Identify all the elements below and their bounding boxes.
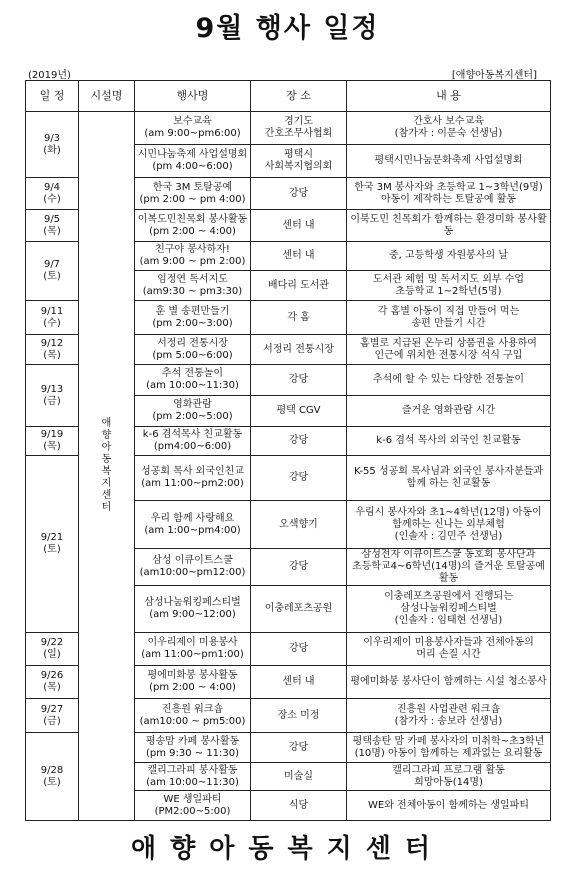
facility-char: 동	[101, 454, 112, 465]
content-cell	[347, 666, 551, 699]
date-cell-line: (목)	[43, 349, 61, 361]
content-cell	[347, 396, 551, 427]
place-cell-line: 평택 CGV	[276, 405, 321, 416]
content-cell-line: (인솔자 : 임태현 선생님)	[394, 615, 503, 626]
content-cell-line: 초등학교 1~2학년(5명)	[395, 285, 502, 297]
date-cell	[26, 699, 79, 733]
place-cell-line: 식당	[288, 799, 309, 811]
footer-organization: 애향아동복지센터	[131, 834, 444, 864]
event-cell-line: 평송맘 카페 봉사활동	[145, 735, 240, 747]
event-cell-line: 진흥원 워크숍	[161, 703, 224, 715]
date-cell-line: 9/7	[43, 259, 61, 270]
date-cell-line: 9/21	[40, 532, 64, 543]
facility-char: 애	[101, 418, 112, 429]
date-cell-line: (목)	[43, 225, 61, 237]
event-cell-line: 훈 별 송편만들기	[155, 305, 230, 317]
year-label: (2019년)	[28, 70, 71, 81]
date-cell	[26, 112, 79, 178]
date-cell-line: (수)	[43, 193, 61, 205]
date-cell-line: 9/3	[43, 132, 61, 144]
date-cell-line: 9/13	[40, 383, 64, 395]
date-cell	[26, 335, 79, 365]
place-cell	[251, 210, 347, 242]
event-cell-line: 추석 전통놀이	[161, 368, 224, 379]
place-cell-line: 이충레포츠공원	[264, 603, 333, 614]
date-cell-line: (금)	[43, 395, 61, 407]
event-cell	[135, 145, 251, 178]
event-cell-line: (am 9:00 ~ pm 2:00)	[139, 256, 246, 267]
facility-char: 향	[101, 430, 112, 441]
event-cell-line: 우리 함께 사랑해요	[150, 512, 235, 524]
place-cell	[251, 396, 347, 427]
event-cell	[135, 733, 251, 763]
content-cell	[347, 549, 551, 586]
event-cell-line: (pm 2:00 ~ pm 4:00)	[139, 193, 246, 205]
content-cell-line: 인근에 위치한 전통시장 석식 구입	[374, 349, 523, 361]
event-cell	[135, 210, 251, 242]
event-cell	[135, 633, 251, 666]
date-cell	[26, 666, 79, 699]
place-cell-line: 평택시	[284, 149, 313, 160]
content-cell	[347, 733, 551, 763]
content-cell-line: 삼성나눔워킹페스티벌	[400, 603, 497, 614]
place-cell-line: 센터 내	[282, 676, 315, 687]
event-cell-line: (am9:30 ~ pm3:30)	[142, 285, 243, 297]
place-cell	[251, 733, 347, 763]
event-cell-line: 캘리그라피 봉사활동	[147, 764, 238, 776]
header-content: 내 용	[347, 81, 551, 112]
place-cell	[251, 501, 347, 549]
event-cell-line: 이우리제이 미용봉사	[147, 637, 238, 648]
place-cell	[251, 145, 347, 178]
event-cell-line: 친구야 봉사하자!	[155, 244, 230, 255]
place-cell	[251, 271, 347, 301]
event-cell	[135, 301, 251, 335]
event-cell-line: 보수교육	[173, 116, 212, 127]
date-cell-line: 9/12	[40, 337, 64, 349]
header-date: 일 정	[26, 81, 79, 112]
date-cell-line: 9/22	[40, 637, 64, 648]
event-cell-line: WE 생일파티	[163, 793, 222, 805]
schedule-body	[26, 112, 551, 821]
facility-char: 센	[101, 490, 112, 501]
event-cell-line: (am 1:00~pm4:00)	[144, 524, 241, 536]
content-cell	[347, 501, 551, 549]
schedule-table	[25, 80, 551, 821]
content-cell	[347, 427, 551, 456]
facility-cell	[79, 112, 135, 821]
content-cell	[347, 178, 551, 210]
event-cell	[135, 365, 251, 396]
table-header-row	[26, 81, 551, 112]
date-cell-line: 9/27	[40, 703, 64, 715]
event-cell-line: 성공회 목사 외국인친교	[141, 466, 244, 477]
event-cell-line: 삼성 이큐이트스쿨	[152, 555, 233, 566]
content-cell-line: 송편 만들기 시간	[411, 317, 486, 329]
content-cell-line: (10명) 아동이 함께하는 제과없는 요리활동	[354, 747, 543, 759]
date-cell	[26, 365, 79, 427]
event-cell-line: (am 11:00~pm1:00)	[141, 649, 244, 660]
place-cell	[251, 335, 347, 365]
place-cell-line: 강당	[288, 374, 309, 385]
content-cell	[347, 633, 551, 666]
content-cell-line: 추석에 할 수 있는 다양한 전통놀이	[372, 374, 525, 385]
event-cell	[135, 666, 251, 699]
place-cell	[251, 791, 347, 821]
date-cell-line: 9/4	[43, 181, 61, 193]
date-cell-line: (목)	[43, 441, 61, 452]
place-cell-line: 각 홈	[287, 311, 310, 323]
place-cell-line: 미술실	[284, 770, 313, 782]
event-cell	[135, 763, 251, 791]
date-cell	[26, 301, 79, 335]
event-cell-line: (am10:00~pm12:00)	[139, 567, 246, 578]
event-cell-line: (pm 2:00 ~ 4:00)	[149, 682, 236, 693]
event-cell-line: (pm4:00~6:00)	[153, 441, 232, 452]
event-cell	[135, 586, 251, 633]
event-cell-line: (am 11:00~pm2:00)	[141, 478, 244, 489]
event-cell-line: (am 9:00~12:00)	[149, 609, 236, 620]
content-cell-line: 간호사 보수교육	[413, 116, 484, 127]
event-cell	[135, 178, 251, 210]
place-cell	[251, 763, 347, 791]
content-cell-line: 진흥원 사업관련 워크숍	[397, 703, 500, 715]
event-cell	[135, 242, 251, 271]
place-cell-line: 강당	[288, 435, 309, 446]
event-cell-line: (pm 2:00~3:00)	[152, 317, 233, 329]
organization-label: [애향아동복지센터]	[451, 70, 537, 81]
content-cell-line: 각 홈별 아동이 직접 만들어 먹는	[377, 305, 520, 317]
date-cell-line: (토)	[43, 271, 61, 282]
content-cell-line: 아동이 제작하는 토탈공예 활동	[380, 193, 517, 205]
content-cell-line: 평택송탄 맘 카페 봉사자의 미취학~초3학년	[352, 735, 545, 747]
event-cell-line: 서정리 전통시장	[157, 337, 228, 349]
event-cell-line: (pm 5:00~6:00)	[152, 349, 233, 361]
event-cell	[135, 501, 251, 549]
event-cell	[135, 699, 251, 733]
content-cell-line: 중, 고등학생 자원봉사의 날	[389, 250, 508, 261]
content-cell-line: K-55 성공회 목사님과 외국인 봉사자분들과	[353, 466, 544, 477]
date-cell-line: (일)	[43, 649, 61, 660]
content-cell-line: 머리 손질 시간	[416, 649, 481, 660]
content-cell-line: 함께하는 신나는 외부체험	[392, 518, 505, 530]
content-cell	[347, 699, 551, 733]
date-cell-line: 9/28	[40, 764, 64, 776]
date-cell-line: 9/26	[40, 670, 64, 681]
event-cell-line: (pm 2:00~5:00)	[152, 411, 233, 422]
place-cell	[251, 586, 347, 633]
content-cell	[347, 112, 551, 145]
event-cell-line: k-6 겸석목사 친교활동	[142, 429, 243, 440]
content-cell-line: 한국 3M 봉사자와 초등학교 1~3학년(9명)	[354, 181, 543, 193]
event-cell	[135, 427, 251, 456]
content-cell-line: 삼성전자 이큐이트스쿨 동호회 봉사단과	[361, 549, 536, 560]
date-cell	[26, 733, 79, 821]
event-cell-line: 평에미화봉 봉사활동	[147, 670, 238, 681]
place-cell	[251, 178, 347, 210]
place-cell	[251, 112, 347, 145]
place-cell-line: 강당	[288, 741, 309, 753]
event-cell-line: 한국 3M 토탈공예	[152, 181, 233, 193]
event-cell-line: 시민나눔축제 사업설명회	[137, 149, 248, 160]
date-cell-line: (금)	[43, 715, 61, 727]
page-title: 9월 행사 일정	[195, 13, 380, 44]
event-cell-line: 영화관람	[173, 399, 212, 410]
content-cell-line: (참가자 : 송보라 선생님)	[394, 715, 503, 727]
date-cell-line: 9/11	[40, 305, 64, 317]
header-event: 행사명	[135, 81, 251, 112]
event-cell-line: (pm 4:00~6:00)	[152, 161, 233, 172]
header-facility: 시설명	[79, 81, 135, 112]
place-cell	[251, 699, 347, 733]
place-cell-line: 센터 내	[282, 250, 315, 261]
date-cell	[26, 210, 79, 242]
content-cell-line: 이우리제이 미용봉사자들과 전체아동의	[363, 637, 534, 648]
place-cell	[251, 666, 347, 699]
event-cell-line: (PM2:00~5:00)	[154, 805, 231, 817]
date-cell	[26, 242, 79, 301]
event-cell-line: (pm 9:30 ~ 11:30)	[145, 747, 240, 759]
event-cell	[135, 335, 251, 365]
content-cell-line: 우림시 봉사자와 초1~4학년(12명) 아동이	[355, 506, 542, 518]
event-cell-line: 이복도민친목회 봉사활동	[137, 213, 248, 225]
date-cell	[26, 178, 79, 210]
content-cell-line: WE와 전체아동이 함께하는 생일파티	[368, 799, 529, 811]
content-cell-line: 평에미화봉 봉사단이 함께하는 시설 청소봉사	[350, 676, 547, 687]
place-cell-line: 강당	[288, 472, 309, 483]
place-cell	[251, 301, 347, 335]
event-cell-line: (pm 2:00 ~ 4:00)	[149, 225, 236, 237]
event-cell	[135, 549, 251, 586]
date-cell-line: 9/19	[40, 429, 64, 440]
place-cell	[251, 633, 347, 666]
date-cell	[26, 427, 79, 456]
content-cell-line: 도서관 체험 및 독서지도 외부 수업	[372, 273, 525, 285]
event-cell-line: (am 10:00~11:30)	[146, 380, 239, 391]
content-cell-line: k-6 겸석 목사의 외국인 친교활동	[376, 435, 521, 446]
content-cell-line: 희망아동(14명)	[414, 776, 483, 788]
place-cell-line: 강당	[288, 187, 309, 199]
date-cell	[26, 633, 79, 666]
content-cell-line: 이북도민 친목회가 함께하는 환경미화 봉사활동	[350, 213, 547, 237]
place-cell-line: 사회복지협의회	[264, 161, 333, 172]
content-cell	[347, 301, 551, 335]
facility-char: 지	[101, 478, 112, 489]
content-cell	[347, 763, 551, 791]
content-cell	[347, 210, 551, 242]
content-cell-line: 이충레포츠공원에서 진행되는	[384, 591, 513, 602]
content-cell-line: 초등학교4~6학년(14명)의 즐거운 토탈공예활동	[352, 561, 545, 584]
content-cell-line: 함께 하는 친교활동	[406, 478, 491, 489]
event-cell-line: 삼성나눔워킹페스티벌	[144, 597, 241, 608]
place-cell-line: 배다리 도서관	[267, 279, 330, 291]
event-cell	[135, 396, 251, 427]
facility-char: 터	[101, 502, 112, 513]
header-place: 장 소	[251, 81, 347, 112]
date-cell-line: 9/5	[43, 213, 61, 225]
date-cell-line: (수)	[43, 317, 61, 329]
content-cell-line: (인솔자 : 김민주 선생님)	[394, 530, 503, 542]
place-cell-line: 강당	[288, 643, 309, 654]
event-cell-line: 임정연 독서지도	[157, 273, 228, 285]
event-cell	[135, 456, 251, 501]
content-cell-line: 즐거운 영화관람 시간	[401, 405, 496, 416]
content-cell	[347, 335, 551, 365]
place-cell	[251, 549, 347, 586]
place-cell	[251, 456, 347, 501]
table-row	[26, 112, 551, 145]
content-cell	[347, 586, 551, 633]
place-cell	[251, 427, 347, 456]
place-cell-line: 경기도	[284, 116, 313, 127]
place-cell-line: 강당	[288, 561, 309, 572]
place-cell-line: 장소 미정	[277, 709, 320, 721]
event-cell	[135, 112, 251, 145]
content-cell	[347, 271, 551, 301]
content-cell	[347, 242, 551, 271]
date-cell-line: (목)	[43, 682, 61, 693]
event-cell-line: (am10:00 ~ pm5:00)	[139, 715, 246, 727]
event-cell-line: (am 10:00~11:30)	[146, 776, 239, 788]
event-cell	[135, 271, 251, 301]
date-cell-line: (토)	[43, 776, 61, 788]
content-cell-line: 평택시민나눔문화축제 사업설명회	[374, 155, 523, 166]
content-cell	[347, 791, 551, 821]
content-cell-line: 홈별로 지급된 온누리 상품권을 사용하여	[360, 337, 537, 349]
facility-char: 아	[101, 442, 112, 453]
place-cell-line: 오색향기	[279, 518, 318, 530]
content-cell-line: 캘리그라피 프로그램 활동	[392, 764, 505, 776]
place-cell-line: 센터 내	[282, 219, 315, 231]
content-cell-line: (참가자 : 이문숙 선생님)	[394, 128, 503, 139]
content-cell	[347, 456, 551, 501]
facility-char: 복	[101, 466, 112, 477]
event-cell-line: (am 9:00~pm6:00)	[144, 128, 241, 139]
date-cell	[26, 456, 79, 633]
date-cell-line: (토)	[43, 544, 61, 555]
place-cell	[251, 365, 347, 396]
content-cell	[347, 365, 551, 396]
place-cell-line: 서정리 전통시장	[263, 343, 334, 355]
place-cell-line: 간호조무사협회	[264, 128, 333, 139]
place-cell	[251, 242, 347, 271]
content-cell	[347, 145, 551, 178]
date-cell-line: (화)	[43, 144, 61, 156]
event-cell	[135, 791, 251, 821]
